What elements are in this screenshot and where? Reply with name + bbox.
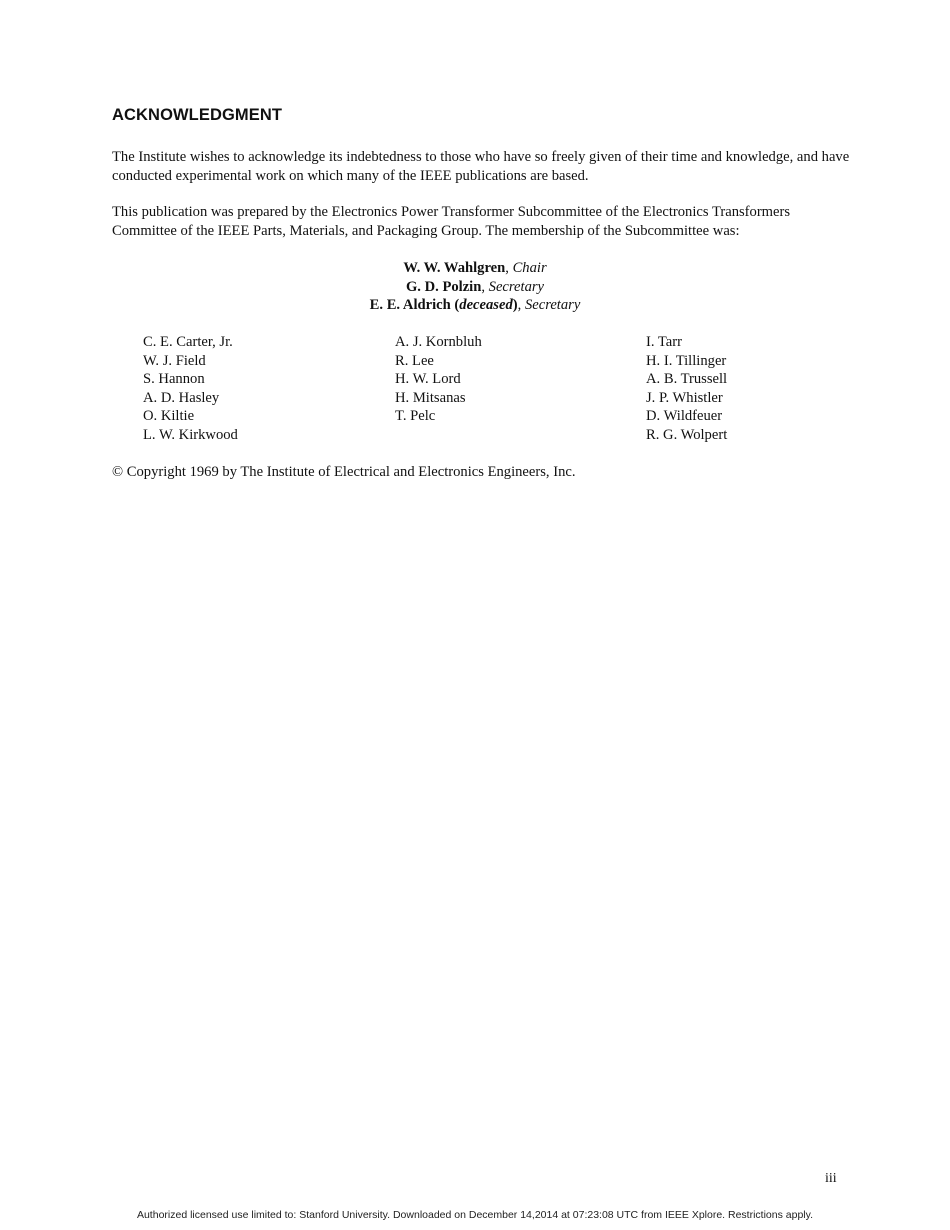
members-column-3 — [646, 333, 727, 445]
member-name: D. Wildfeuer — [646, 408, 723, 425]
officer-chair: W. W. Wahlgren, Chair — [403, 260, 547, 276]
member-name: O. Kiltie — [143, 408, 195, 425]
member-name: R. G. Wolpert — [646, 426, 728, 443]
officer-secretary-deceased: E. E. Aldrich (deceased), Secretary — [369, 297, 581, 313]
member-name: I. Tarr — [646, 334, 682, 350]
officer-note: deceased — [459, 297, 513, 313]
member-name: A. J. Kornbluh — [395, 334, 482, 350]
member-name: L. W. Kirkwood — [143, 426, 238, 443]
acknowledgment-paragraph: The Institute wishes to acknowledge its indebtedness to those who have so freely given of their time and knowledge, and have conducted experimental work on which many of the IEEE publications are based. — [112, 149, 850, 184]
members-column-2 — [395, 333, 482, 426]
officer-role: Secretary — [488, 278, 545, 295]
member-name: C. E. Carter, Jr. — [143, 334, 233, 350]
member-name: S. Hannon — [143, 371, 205, 388]
officer-role: Chair — [512, 260, 547, 276]
member-name: A. B. Trussell — [646, 371, 728, 388]
officer-secretary: G. D. Polzin, Secretary — [405, 278, 545, 295]
member-name: R. Lee — [395, 352, 434, 369]
officer-name: G. D. Polzin — [405, 278, 482, 295]
members-column-1 — [143, 333, 238, 445]
officer-name: E. E. Aldrich (deceased) — [369, 297, 518, 313]
section-heading: ACKNOWLEDGMENT — [112, 106, 283, 124]
member-name: A. D. Hasley — [143, 389, 220, 406]
page-number: iii — [825, 1171, 837, 1186]
license-footer: Authorized licensed use limited to: Stanford University. Downloaded on December 14,2014 at 07:23:08 UTC from IEEE Xplore. Restrictions apply. — [136, 1209, 814, 1221]
member-name: H. W. Lord — [395, 371, 461, 388]
officer-name: W. W. Wahlgren — [403, 260, 506, 276]
member-name: W. J. Field — [143, 352, 206, 369]
member-name: H. Mitsanas — [395, 389, 466, 406]
member-name: J. P. Whistler — [646, 389, 723, 406]
officers-list — [112, 259, 838, 315]
member-name: T. Pelc — [395, 408, 436, 425]
officer-role: Secretary — [524, 297, 581, 313]
subcommittee-paragraph: This publication was prepared by the Electronics Power Transformer Subcommittee of the Electronics Transformers Committee of the IEEE Parts, Materials, and Packaging Group. The membership of the Subcommittee was: — [112, 204, 791, 239]
member-name: H. I. Tillinger — [646, 352, 727, 369]
copyright-notice: © Copyright 1969 by The Institute of Electrical and Electronics Engineers, Inc. — [112, 464, 576, 480]
